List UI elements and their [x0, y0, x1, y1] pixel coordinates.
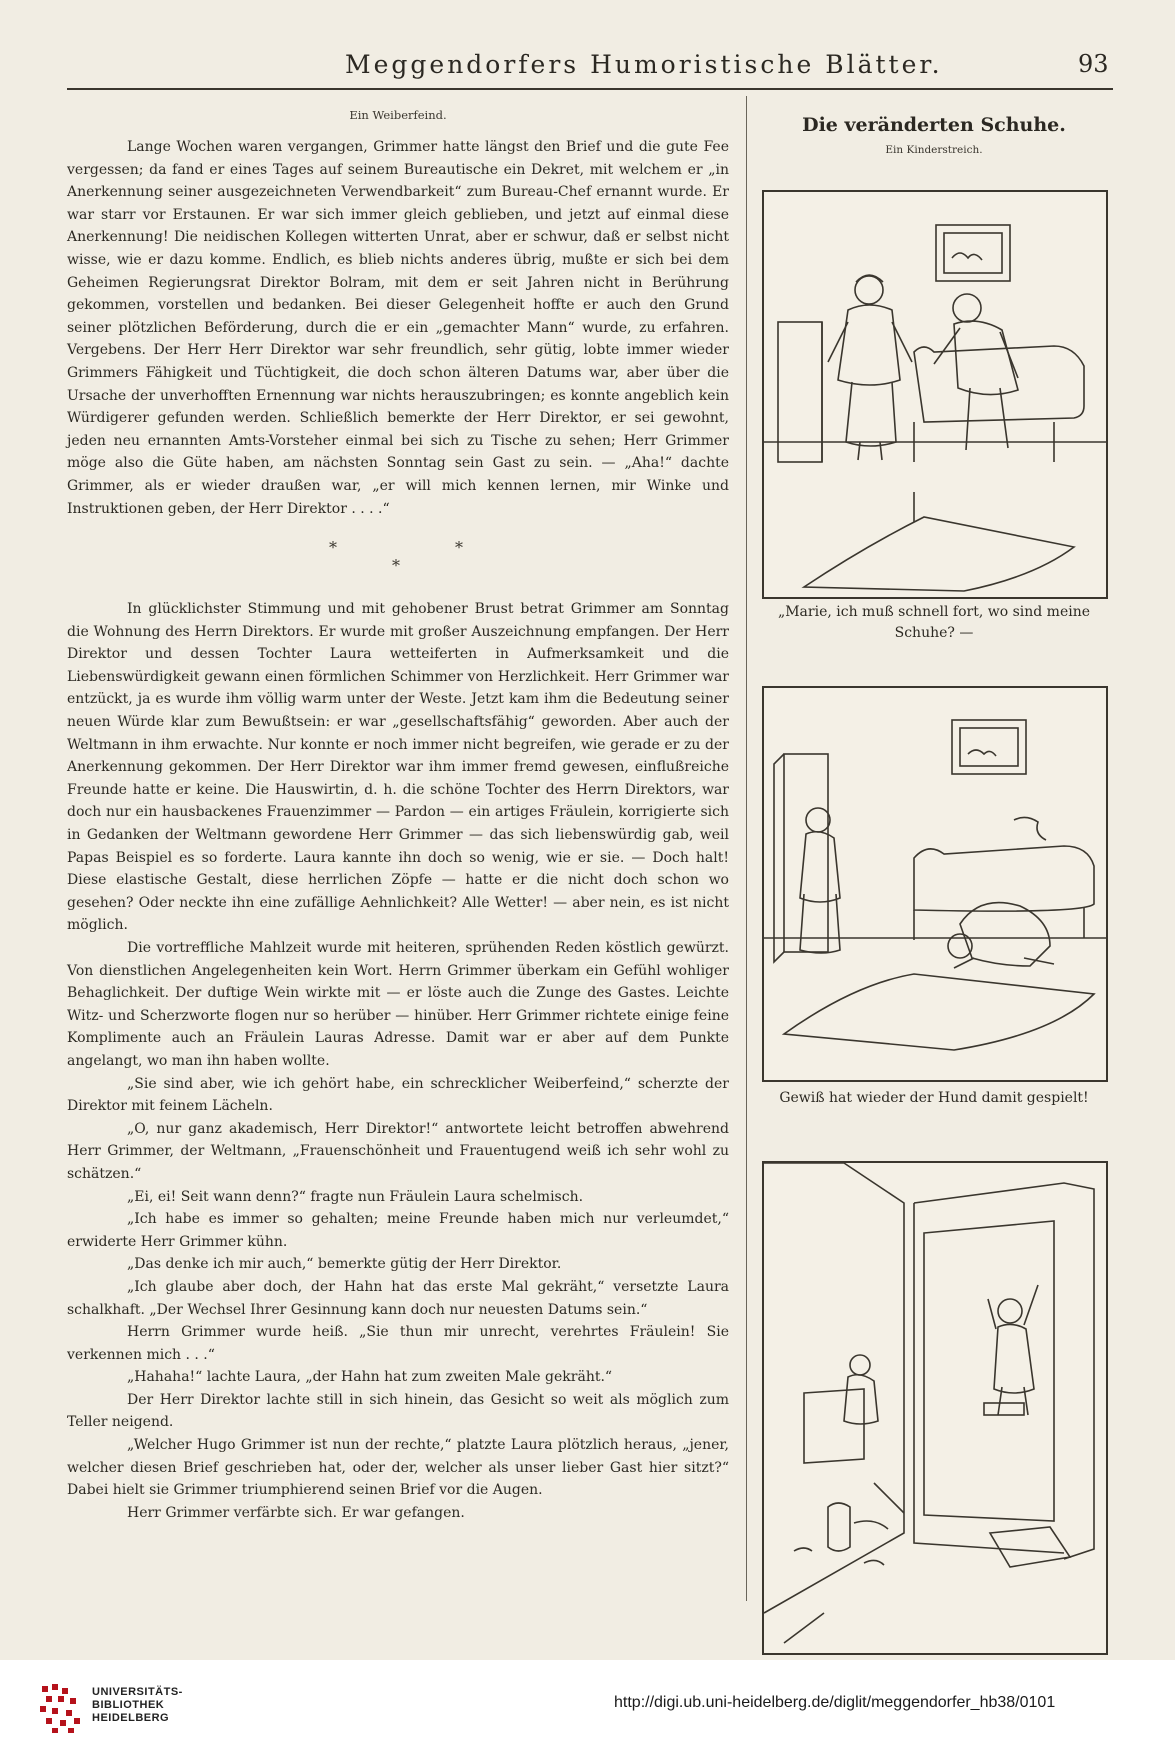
digitization-footer — [0, 1660, 1175, 1752]
story-paragraph: Die vortreffliche Mahlzeit wurde mit heiteren, sprühenden Reden köstlich gewürzt. Von dienstlichen Angelegenheiten kein Wort. Herrn Grimmer überkam ein Gefühl wohliger Behaglichkeit. Der duftige Wein wirkte mit — er löste auch die Zunge des Gastes. Leichte Witz- und Scherzworte flogen nur so herüber — hinüber. Herr Grimmer richtete einige feine Komplimente auch an Fräulein Lauras Adresse. Damit war er aber auf dem Punkte angelangt, wo man ihn haben wollte. — [67, 940, 729, 1069]
comic-illustration-1 — [764, 192, 1106, 597]
comic-strip-column — [758, 108, 1110, 1106]
story-paragraph: Lange Wochen waren vergangen, Grimmer hatte längst den Brief und die gute Fee vergessen; da fand er eines Tages auf seinem Bureautische ein Dekret, mit welchem er „in Anerkennung seiner ausgezeichneten Verwendbarkeit“ zum Bureau-Chef ernannt wurde. Er war starr vor Erstaunen. Er war sich immer gleich geblieben, und jetzt auf einmal diese Anerkennung! Die neidischen Kollegen witterten Unrat, aber er schwur, daß er selbst nicht wisse, wie er dazu komme. Endlich, es blieb nichts anderes übrig, mußte er sich bei dem Geheimen Regierungsrat Direktor Bolram, mit dem er seit Jahren nicht in Berührung gekommen, vorstellen und bedanken. Bei dieser Gelegenheit hoffte er auch den Grund seiner plötzlichen Beförderung, durch die er ein „gemachter Mann“ wurde, zu erfahren. Vergebens. Der Herr Herr Direktor war sehr freundlich, sehr gütig, lobte immer wieder Grimmers Fähigkeit und Tüchtigkeit, die doch schon älteren Datums war, aber über die Ursache der unverhofften Ernennung war nichts herauszubringen; es konnte angeblich kein Würdigerer gefunden werden. Schließlich bemerkte der Herr Direktor, er sei gewohnt, jeden neu ernannten Amts-Vorsteher einmal bei sich zu Tische zu sehen; Herr Grimmer möge also die Güte haben, am nächsten Sonntag sein Gast zu sein. — „Aha!“ dachte Grimmer, als er wieder draußen war, „er will mich kennen lernen, mir Winke und Instruktionen geben, der Herr Direktor . . . .“ — [67, 139, 729, 517]
story-paragraph: Der Herr Direktor lachte still in sich hinein, das Gesicht so weit als möglich zum Teller neigend. — [67, 1391, 729, 1431]
column-divider — [746, 96, 747, 1601]
comic-panel-2 — [762, 686, 1108, 1082]
story-column — [67, 108, 729, 1524]
story-paragraph: „Ei, ei! Seit wann denn?“ fragte nun Fräulein Laura schelmisch. — [127, 1188, 584, 1205]
strip-subtitle: Ein Kinderstreich. — [885, 144, 983, 156]
separator-star: * — [455, 538, 463, 558]
story-paragraph: Herrn Grimmer wurde heiß. „Sie thun mir unrecht, verehrtes Fräulein! Sie verkennen mich . . .“ — [67, 1324, 729, 1363]
story-paragraph: „Sie sind aber, wie ich gehört habe, ein schrecklicher Weiberfeind,“ scherzte der Direktor mit feinem Lächeln. — [67, 1075, 729, 1115]
story-paragraph: In glücklichster Stimmung und mit gehobener Brust betrat Grimmer am Sonntag die Wohnung des Herrn Direktors. Er wurde mit großer Auszeichnung empfangen. Der Herr Direktor und dessen Tochter Laura wetteiferten in Aufmerksamkeit und die Liebenswürdigkeit gewann einen förmlichen Schimmer von Herzlichkeit. Herr Grimmer war entzückt, ja es wurde ihm völlig warm unter der Weste. Jetzt kam ihm die Bedeutung seiner neuen Würde klar zum Bewußtsein: er war „gesellschaftsfähig“ geworden. Aber auch der Weltmann in ihm erwachte. Nur konnte er noch immer nicht begreifen, wie gerade er zu der Anerkennung gekommen. Der Herr Direktor war ihm immer fremd gewesen, einflußreiche Freunde hatte er keine. Die Hauswirtin, d. h. die schöne Tochter des Herrn Direktors, war doch nur ein hausbackenes Frauenzimmer — Pardon — ein artiges Fräulein, korrigierte sich in Gedanken der Weltmann gewordene Herr Grimmer — das sich liebenswürdig gab, weil Papas Beispiel es so forderte. Laura kannte ihn doch so wenig, wie er sie. — Doch halt! Diese elastische Gestalt, diese herrlichen Zöpfe — hatte er die nicht doch schon wo gesehen? Oder neckte ihn eine zufällige Aehnlichkeit? Alle Wetter! — aber nein, es ist nicht möglich. — [67, 601, 729, 934]
library-line: HEIDELBERG — [92, 1712, 170, 1724]
panel-1-caption: „Marie, ich muß schnell fort, wo sind meine Schuhe? — — [777, 604, 1091, 641]
journal-title: Meggendorfers Humoristische Blätter. — [345, 50, 943, 79]
comic-illustration-3 — [764, 1163, 1106, 1653]
comic-illustration-2 — [764, 688, 1106, 1080]
story-heading: Ein Weiberfeind. — [349, 108, 447, 122]
story-paragraph: Herr Grimmer verfärbte sich. Er war gefangen. — [127, 1504, 465, 1521]
source-url-link[interactable]: http://digi.ub.uni-heidelberg.de/diglit/meggendorfer_hb38/0101 — [614, 1694, 1056, 1711]
library-line: BIBLIOTHEK — [92, 1699, 165, 1711]
story-paragraph: „Ich habe es immer so gehalten; meine Freunde haben mich nur verleumdet,“ erwiderte Herr Grimmer kühn. — [67, 1211, 729, 1250]
separator-star: * — [392, 556, 400, 576]
story-paragraph: „Welcher Hugo Grimmer ist nun der rechte,“ platzte Laura plötzlich heraus, „jener, welcher diesen Brief geschrieben hat, oder der, welcher als unser lieber Gast hier sitzt?“ Dabei hielt sie Grimmer triumphierend seinen Brief vor die Augen. — [67, 1437, 729, 1499]
library-line: UNIVERSITÄTS- — [92, 1686, 183, 1698]
story-paragraph: „Das denke ich mir auch,“ bemerkte gütig der Herr Direktor. — [127, 1256, 562, 1273]
library-name — [92, 1686, 183, 1725]
comic-panel-3 — [762, 1161, 1108, 1655]
panel-2-caption: Gewiß hat wieder der Hund damit gespielt! — [779, 1090, 1089, 1106]
story-paragraph: „Hahaha!“ lachte Laura, „der Hahn hat zum zweiten Male gekräht.“ — [127, 1369, 613, 1386]
comic-panel-1 — [762, 190, 1108, 599]
running-head — [0, 50, 1175, 90]
strip-title: Die veränderten Schuhe. — [802, 114, 1066, 136]
page-number: 93 — [1078, 50, 1109, 78]
story-paragraph: „O, nur ganz akademisch, Herr Direktor!“ antwortete leicht betroffen abwehrend Herr Grimmer, der Weltmann, „Frauenschönheit und Frauentugend weiß ich sehr wohl zu schätzen.“ — [67, 1120, 729, 1182]
header-rule — [67, 88, 1113, 90]
story-paragraph: „Ich glaube aber doch, der Hahn hat das erste Mal gekräht,“ versetzte Laura schalkhaft. „Der Wechsel Ihrer Gesinnung kann doch nur neuesten Datums sein.“ — [67, 1278, 729, 1318]
section-separator — [67, 530, 729, 592]
separator-star: * — [329, 538, 337, 558]
university-seal-icon — [38, 1682, 84, 1734]
